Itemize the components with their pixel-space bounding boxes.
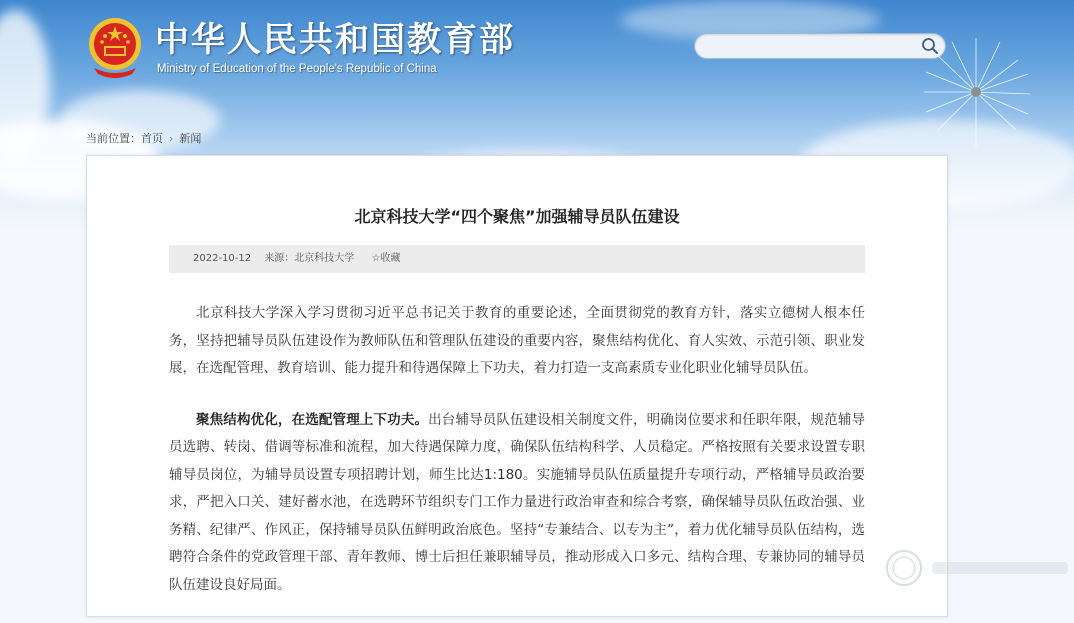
article-date: 2022-10-12 xyxy=(193,253,252,264)
site-header xyxy=(0,0,1074,100)
paragraph-body: 出台辅导员队伍建设相关制度文件，明确岗位要求和任职年限，规范辅导员选聘、转岗、借调等标准和流程，加大待遇保障力度，确保队伍结构科学、人员稳定。严格按照有关要求设置专职辅导员岗位，为辅导员设置专项招聘计划，师生比达1:180。实施辅导员队伍质量提升专项行动，严格辅导员政治要求，严把入口关、建好蓄水池，在选聘环节组织专门工作力量进行政治审查和综合考察，确保辅导员队伍政治强、业务精、纪律严、作风正，保持辅导员队伍鲜明政治底色。坚持“专兼结合、以专为主”，着力优化辅导员队伍结构，选聘符合条件的党政管理干部、青年教师、博士后担任兼职辅导员，推动形成入口多元、结构合理、专兼协同的辅导员队伍建设良好局面。 xyxy=(169,411,865,593)
paragraph-lead: 聚焦结构优化，在选配管理上下功夫。 xyxy=(196,411,429,428)
article-title: 北京科技大学“四个聚焦”加强辅导员队伍建设 xyxy=(354,207,680,226)
favorite-button[interactable]: ☆收藏 xyxy=(371,253,401,264)
breadcrumb-prefix: 当前位置： xyxy=(86,132,141,145)
breadcrumb-home-link[interactable]: 首页 xyxy=(141,132,163,145)
article-body xyxy=(169,300,865,623)
national-emblem-icon[interactable] xyxy=(86,16,144,78)
breadcrumb-separator: › xyxy=(169,131,174,145)
breadcrumb xyxy=(86,130,201,146)
article-meta-bar xyxy=(169,245,865,273)
search-input[interactable] xyxy=(694,33,946,59)
dandelion-decoration xyxy=(920,30,1040,150)
breadcrumb-news-link[interactable]: 新闻 xyxy=(179,132,202,145)
article-paragraph: 北京科技大学深入学习贯彻习近平总书记关于教育的重要论述，全面贯彻党的教育方针，落实立德树人根本任务，坚持把辅导员队伍建设作为教师队伍和管理队伍建设的重要内容，聚焦结构优化、育人实效、示范引领、职业发展，在选配管理、教育培训、能力提升和待遇保障上下功夫，着力打造一支高素质专业化职业化辅导员队伍。 xyxy=(169,305,865,376)
article-paragraph xyxy=(169,407,865,600)
watermark-seal-icon xyxy=(884,548,1074,588)
article-source: 来源：北京科技大学 xyxy=(264,253,355,264)
site-title-en[interactable]: Ministry of Education of the People's Republic of China xyxy=(157,63,437,75)
article-card xyxy=(86,155,948,617)
site-title-cn[interactable]: 中华人民共和国教育部 xyxy=(155,20,515,60)
